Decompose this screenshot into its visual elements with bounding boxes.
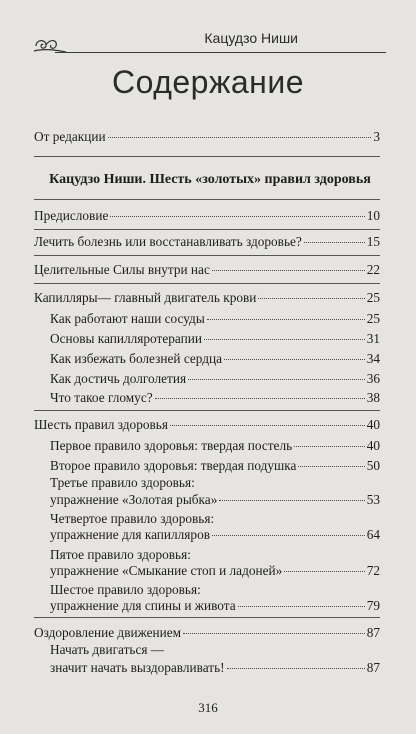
toc-entry-label: От редакции bbox=[34, 129, 106, 144]
toc-page-number: 34 bbox=[366, 351, 380, 366]
toc-subentry[interactable] bbox=[50, 438, 380, 454]
toc-page-number: 25 bbox=[366, 290, 380, 305]
toc-subentry-line: Шестое правило здоровья: bbox=[50, 582, 201, 597]
toc-page-number: 36 bbox=[366, 371, 380, 386]
toc-page-number: 3 bbox=[373, 129, 380, 144]
toc-entry-label: Первое правило здоровья: твердая постель bbox=[50, 438, 293, 453]
section-divider bbox=[34, 283, 380, 284]
toc-entry-label: Целительные Силы внутри нас bbox=[34, 262, 210, 277]
toc-page-number: 25 bbox=[366, 311, 380, 326]
toc-subentry-line: Четвертое правило здоровья: bbox=[50, 511, 215, 526]
toc-page-number: 50 bbox=[366, 458, 380, 473]
section-divider bbox=[34, 199, 380, 200]
toc-subentry[interactable] bbox=[50, 351, 380, 367]
leader-dots bbox=[298, 465, 364, 467]
leader-dots bbox=[284, 570, 364, 572]
toc-entry-label: Шесть правил здоровья bbox=[34, 417, 168, 432]
toc-entry-label: Что такое гломус? bbox=[50, 390, 153, 405]
toc-entry-label: Основы капилляротерапии bbox=[50, 331, 202, 346]
leader-dots bbox=[258, 297, 364, 299]
toc-page-number: 31 bbox=[366, 331, 380, 346]
leader-dots bbox=[204, 338, 365, 340]
toc-entry-label: упражнение для спины и живота bbox=[50, 598, 236, 613]
page-title: Содержание bbox=[111, 64, 304, 100]
toc-subentry[interactable] bbox=[50, 311, 380, 327]
toc-entry-label: Как избежать болезней сердца bbox=[50, 351, 223, 366]
toc-entry-label: Как достичь долголетия bbox=[50, 371, 187, 386]
leader-dots bbox=[170, 424, 365, 426]
toc-subentry-line: Пятое правило здоровья: bbox=[50, 547, 191, 562]
toc-entry-label: упражнение «Смыкание стоп и ладоней» bbox=[50, 563, 283, 578]
toc-page-number: 38 bbox=[366, 390, 380, 405]
section-divider bbox=[34, 255, 380, 256]
toc-entry-capillaries[interactable] bbox=[34, 290, 380, 306]
leader-dots bbox=[219, 499, 364, 501]
toc-entry-label: значит начать выздоравливать! bbox=[50, 660, 225, 675]
toc-entry-label: Оздоровление движением bbox=[34, 625, 182, 640]
toc-subentry[interactable] bbox=[50, 527, 380, 543]
leader-dots bbox=[110, 215, 364, 217]
leader-dots bbox=[212, 269, 365, 271]
leader-dots bbox=[212, 534, 365, 536]
leader-dots bbox=[183, 632, 365, 634]
toc-subentry[interactable] bbox=[50, 660, 380, 676]
toc-subentry-line: Третье правило здоровья: bbox=[50, 475, 195, 490]
toc-entry-movement[interactable] bbox=[34, 625, 380, 641]
toc-subentry-line: Начать двигаться — bbox=[50, 642, 165, 657]
toc-entry-label: упражнение «Золотая рыбка» bbox=[50, 492, 218, 507]
toc-entry-label: Второе правило здоровья: твердая подушка bbox=[50, 458, 297, 473]
page-number: 316 bbox=[198, 700, 218, 715]
leader-dots bbox=[227, 667, 365, 669]
leader-dots bbox=[304, 241, 365, 243]
running-head: Кацудзо Ниши bbox=[204, 30, 298, 46]
toc-entry-heal[interactable] bbox=[34, 234, 380, 250]
section-divider bbox=[34, 156, 380, 157]
toc-page-number: 87 bbox=[366, 660, 380, 675]
toc-subentry[interactable] bbox=[50, 331, 380, 347]
toc-entry-preface[interactable] bbox=[34, 208, 380, 224]
leader-dots bbox=[188, 378, 365, 380]
toc-page-number: 53 bbox=[366, 492, 380, 507]
toc-entry-label: Как работают наши сосуды bbox=[50, 311, 205, 326]
header-rule bbox=[55, 52, 386, 53]
book-section-title: Кацудзо Ниши. Шесть «золотых» правил здоровья bbox=[49, 172, 371, 187]
toc-entry-label: Капилляры— главный двигатель крови bbox=[34, 290, 257, 305]
toc-page-number: 64 bbox=[366, 527, 380, 542]
leader-dots bbox=[207, 318, 365, 320]
section-divider bbox=[34, 229, 380, 230]
section-divider bbox=[34, 617, 380, 618]
toc-entry-label: Предисловие bbox=[34, 208, 109, 223]
toc-page-number: 15 bbox=[366, 234, 380, 249]
leader-dots bbox=[155, 397, 365, 399]
toc-entry-editorial[interactable] bbox=[34, 129, 380, 145]
toc-subentry[interactable] bbox=[50, 390, 380, 406]
leader-dots bbox=[238, 605, 365, 607]
leader-dots bbox=[294, 445, 365, 447]
toc-page-number: 72 bbox=[366, 563, 380, 578]
toc-page-number: 22 bbox=[366, 262, 380, 277]
leader-dots bbox=[224, 358, 365, 360]
leader-dots bbox=[108, 136, 372, 138]
toc-page-number: 87 bbox=[366, 625, 380, 640]
toc-entry-label: упражнение для капилляров bbox=[50, 527, 210, 542]
toc-subentry[interactable] bbox=[50, 563, 380, 579]
toc-subentry[interactable] bbox=[50, 371, 380, 387]
toc-subentry[interactable] bbox=[50, 492, 380, 508]
toc-entry-forces[interactable] bbox=[34, 262, 380, 278]
toc-entry-six-rules[interactable] bbox=[34, 417, 380, 433]
toc-entry-label: Лечить болезнь или восстанавливать здоровье? bbox=[34, 234, 302, 249]
section-divider bbox=[34, 410, 380, 411]
toc-page-number: 40 bbox=[366, 417, 380, 432]
toc-subentry[interactable] bbox=[50, 458, 380, 474]
toc-page-number: 79 bbox=[366, 598, 380, 613]
toc-subentry[interactable] bbox=[50, 598, 380, 614]
toc-page-number: 10 bbox=[366, 208, 380, 223]
toc-page-number: 40 bbox=[366, 438, 380, 453]
